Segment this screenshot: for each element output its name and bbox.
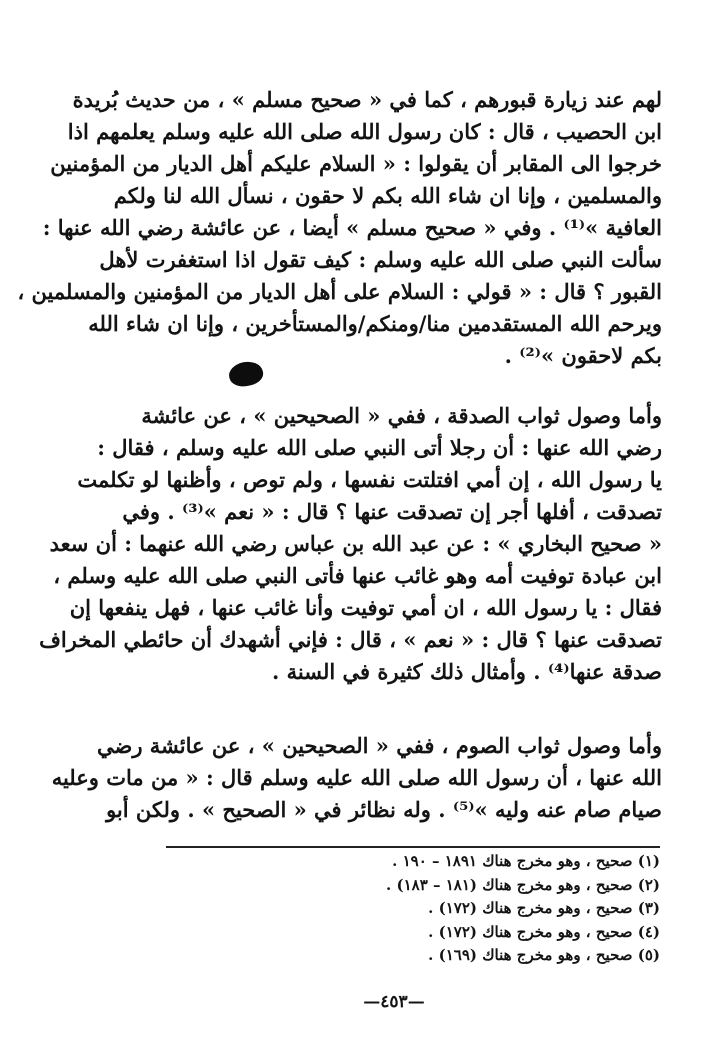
- text-line: سألت النبي صلى الله عليه وسلم : كيف تقول اذا استغفرت لأهل: [99, 247, 662, 272]
- footnotes: [330, 850, 660, 968]
- paragraph-charity-reward: [39, 400, 662, 688]
- text-line: القبور ؟ قال : « قولي : السلام على أهل الديار من المؤمنين والمسلمين ،: [17, 279, 662, 304]
- text-line: بكم لاحقون »⁽²⁾ .: [504, 343, 662, 368]
- text-line: الله عنها ، أن رسول الله صلى الله عليه وسلم قال : « من مات وعليه: [51, 765, 662, 790]
- paragraph-fasting-reward: [51, 730, 662, 826]
- text-line: ويرحم الله المستقدمين منا/ومنكم/والمستأخرين ، وإنا ان شاء الله: [88, 311, 662, 336]
- text-line: تصدقت عنها ؟ قال : « نعم » ، قال : فإني أشهدك أن حائطي المخراف: [39, 627, 662, 652]
- text-line: وأما وصول ثواب الصدقة ، ففي « الصحيحين » ، عن عائشة: [141, 403, 662, 428]
- text-line: يا رسول الله ، إن أمي افتلتت نفسها ، ولم توص ، وأظنها لو تكلمت: [77, 467, 662, 492]
- footnote-divider: [166, 846, 660, 848]
- text-line: « صحيح البخاري » : عن عبد الله بن عباس رضي الله عنهما : أن سعد: [49, 531, 662, 556]
- footnote: (٣) صحيح ، وهو مخرج هناك (١٧٢) .: [428, 899, 660, 917]
- text-line: والمسلمين ، وإنا ان شاء الله بكم لا حقون ، نسأل الله لنا ولكم: [113, 183, 662, 208]
- text-line: تصدقت ، أفلها أجر إن تصدقت عنها ؟ قال : « نعم »⁽³⁾ . وفي: [122, 499, 662, 524]
- text-line: ابن الحصيب ، قال : كان رسول الله صلى الله عليه وسلم يعلمهم اذا: [67, 119, 662, 144]
- footnote: (١) صحيح ، وهو مخرج هناك ١٨٩١ – ١٩٠ .: [392, 852, 660, 870]
- text-line: لهم عند زيارة قبورهم ، كما في « صحيح مسلم » ، من حديث بُريدة: [72, 87, 662, 112]
- text-line: صدقة عنها⁽⁴⁾ . وأمثال ذلك كثيرة في السنة .: [272, 659, 662, 684]
- footnote: (٢) صحيح ، وهو مخرج هناك (١٨١ – ١٨٣) .: [386, 875, 660, 894]
- text-line: رضي الله عنها : أن رجلا أتى النبي صلى الله عليه وسلم ، فقال :: [97, 435, 662, 460]
- text-line: فقال : يا رسول الله ، ان أمي توفيت وأنا غائب عنها ، فهل ينفعها إن: [69, 595, 662, 620]
- footnote: (٥) صحيح ، وهو مخرج هناك (١٦٩) .: [428, 946, 660, 964]
- text-line: ابن عبادة توفيت أمه وهو غائب عنها فأتى النبي صلى الله عليه وسلم ،: [53, 563, 662, 588]
- page-number: —٤٥٣—: [363, 992, 425, 1012]
- text-line: صيام صام عنه وليه »⁽⁵⁾ . وله نظائر في « الصحيح » . ولكن أبو: [106, 797, 662, 822]
- paragraph-visiting-graves: [17, 84, 662, 372]
- text-line: وأما وصول ثواب الصوم ، ففي « الصحيحين » ، عن عائشة رضي: [97, 733, 662, 758]
- text-line: العافية »⁽¹⁾ . وفي « صحيح مسلم » أيضا ، عن عائشة رضي الله عنها :: [42, 215, 662, 240]
- text-line: خرجوا الى المقابر أن يقولوا : « السلام عليكم أهل الديار من المؤمنين: [50, 151, 662, 176]
- footnote: (٤) صحيح ، وهو مخرج هناك (١٧٢) .: [428, 922, 660, 941]
